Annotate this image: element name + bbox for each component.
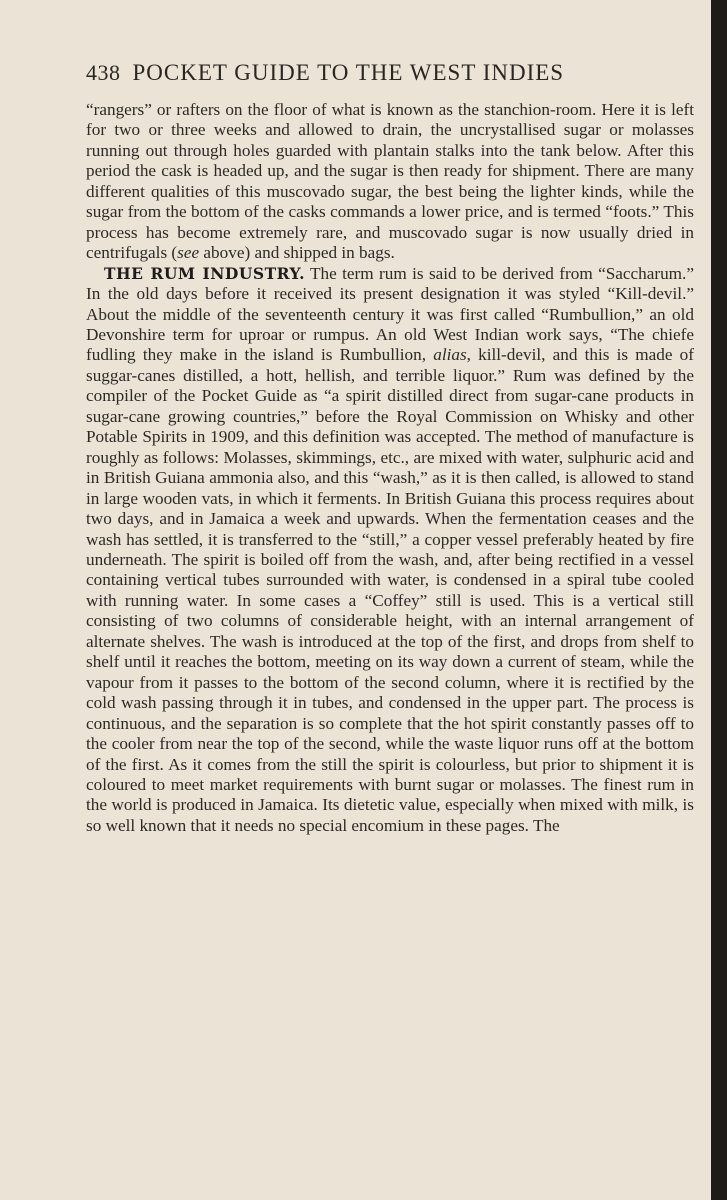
running-head	[86, 60, 696, 86]
italic-alias: alias	[433, 345, 467, 365]
italic-see: see	[177, 243, 200, 263]
running-title: POCKET GUIDE TO THE WEST INDIES	[132, 60, 565, 85]
section-heading: THE RUM INDUSTRY.	[104, 263, 305, 283]
paragraph-text: The term rum is said to be derived from “Saccharum.” In the old days before it received its present designation it was styled “Kill-devil.” About the middle of the seventeenth century it was first called “Rumbullion,” an old Devonshire term for uproar or rumpus. An old West Indian work says, “The chiefe fudling they make in the island is Rumbullion,	[86, 263, 694, 365]
paragraph-rum-industry	[86, 264, 694, 837]
paragraph-muscovado	[86, 100, 694, 264]
paragraph-text: , kill-devil, and this is made of suggar-canes distilled, a hott, hellish, and terrible liquor.” Rum was defined by the compiler of the Pocket Guide as “a spirit distilled direct from sugar-cane products in sugar-cane growing countries,” before the Royal Commission on Whisky and other Potable Spirits in 1909, and this definition was accepted. The method of manufacture is roughly as follows: Molasses, skimmings, etc., are mixed with water, sulphuric acid and in British Guiana ammonia also, and this “wash,” as it is then called, is allowed to stand in large wooden vats, in which it ferments. In British Guiana this process requires about two days, and in Jamaica a week and upwards. When the fermentation ceases and the wash has settled, it is transferred to the “still,” a copper vessel preferably heated by fire underneath. The spirit is boiled off from the wash, and, after being rectified in a vessel containing vertical tubes surrounded with water, is condensed in a spiral tube cooled with running water. In some cases a “Coffey” still is used. This is a vertical still consisting of two columns of considerable height, with an internal arrangement of alternate shelves. The wash is introduced at the top of the first, and drops from shelf to shelf until it reaches the bottom, meeting on its way down a current of steam, while the vapour from it passes to the bottom of the second column, where it is rectified by the cold wash passing through it in tubes, and condensed in the upper part. The process is continuous, and the separation is so complete that the hot spirit constantly passes off to the cooler from near the top of the second, while the waste liquor runs off at the bottom of the first. As it comes from the still the spirit is colourless, but prior to shipment it is coloured to meet market requirements with burnt sugar or molasses. The finest rum in the world is produced in Jamaica. Its dietetic value, especially when mixed with milk, is so well known that it needs no special encomium in these pages. The	[86, 345, 694, 835]
book-spine-edge	[711, 0, 727, 1200]
paragraph-text: above) and shipped in bags.	[199, 243, 395, 263]
page-number: 438	[86, 60, 121, 85]
body-text	[86, 100, 694, 836]
paragraph-text: “rangers” or rafters on the floor of what is known as the stanchion-room. Here it is left for two or three weeks and allowed to drain, the uncrystallised sugar or molasses running out through holes guarded with plantain stalks into the tank below. After this period the cask is headed up, and the sugar is then ready for shipment. There are many different qualities of this muscovado sugar, the best being the lighter kinds, while the sugar from the bottom of the casks commands a lower price, and is termed “foots.” This process has become extremely rare, and muscovado sugar is now usually dried in centrifugals (	[86, 100, 694, 263]
